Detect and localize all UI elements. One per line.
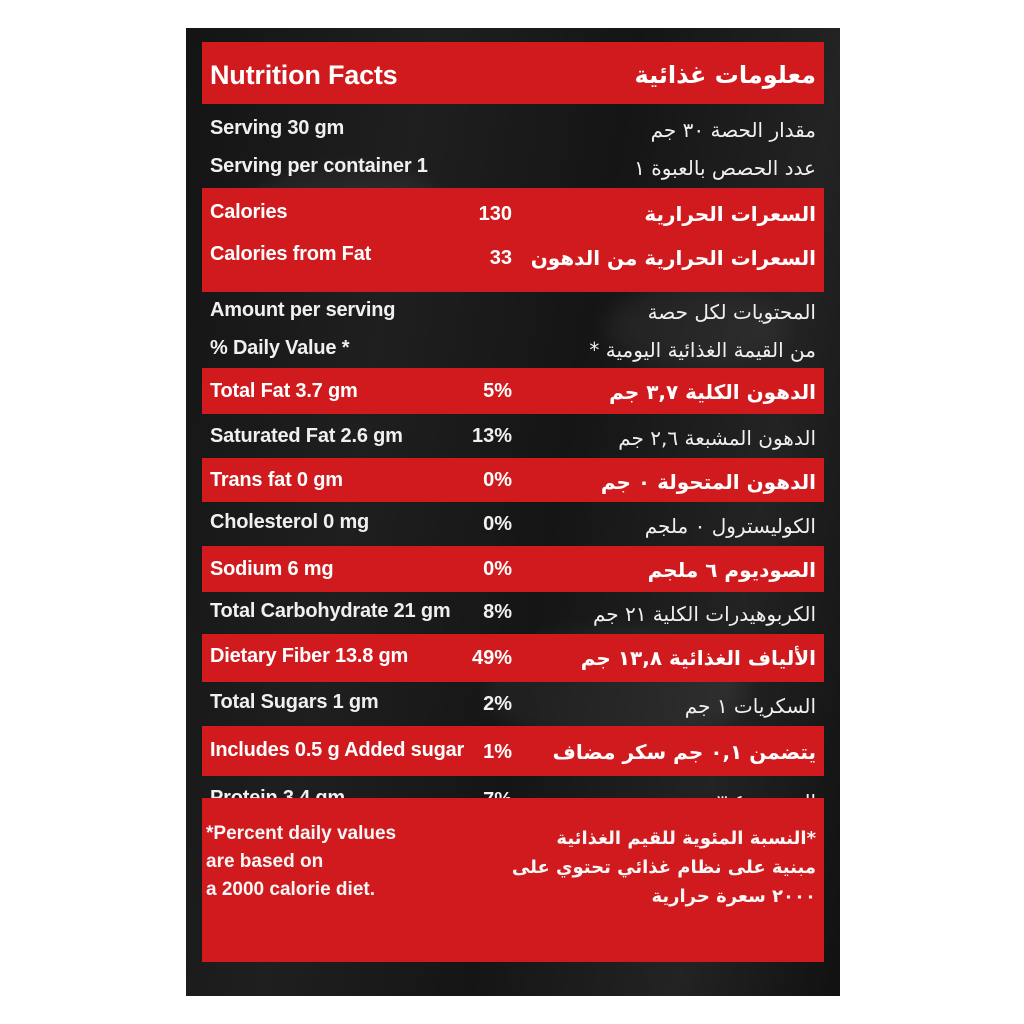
nutrient-row [202,634,824,682]
nutrient-name-ar: السكريات ١ جم [684,694,816,718]
nutrient-name-ar: الدهون الكلية ٣,٧ جم [609,380,816,404]
footnote-line: ٢٠٠٠ سعرة حرارية [651,886,816,907]
serving-size-ar: مقدار الحصة ٣٠ جم [650,118,816,142]
nutrient-name-ar: الكوليسترول ٠ ملجم [644,514,816,538]
nutrient-name-ar: الكربوهيدرات الكلية ٢١ جم [592,602,816,626]
calories-section [202,188,824,292]
amount-section [202,290,824,378]
nutrient-row [202,502,824,546]
daily-value-ar: من القيمة الغذائية اليومية * [589,338,816,362]
nutrient-name-en: Saturated Fat 2.6 gm [210,425,403,447]
nutrient-name-en: Total Sugars 1 gm [210,691,379,713]
nutrient-name-en: Sodium 6 mg [210,558,334,580]
nutrient-row [202,414,824,458]
nutrient-daily-value: 8% [483,601,512,623]
nutrient-row [202,726,824,776]
nutrient-name-en: Trans fat 0 gm [210,469,343,491]
nutrient-name-en: Includes 0.5 g Added sugar [210,739,465,761]
nutrient-daily-value: 0% [483,469,512,491]
nutrient-name-ar: الألياف الغذائية ١٣,٨ جم [580,646,816,670]
title-en: Nutrition Facts [210,60,398,90]
footnote-line: *النسبة المئوية للقيم الغذائية [556,828,816,849]
nutrition-label-package [186,28,840,996]
nutrient-daily-value: 0% [483,558,512,580]
nutrient-row [202,682,824,726]
serving-size-en: Serving 30 gm [210,117,345,139]
calories-from-fat-value: 33 [489,247,512,269]
nutrient-daily-value: 49% [471,647,512,669]
title-ar: معلومات غذائية [634,61,816,89]
nutrient-row [202,458,824,502]
nutrient-name-ar: يتضمن ٠,١ جم سكر مضاف [552,740,816,764]
amount-per-serving-en: Amount per serving [210,299,396,321]
nutrient-name-ar: الدهون المشبعة ٢,٦ جم [618,426,816,450]
calories-from-fat-ar: السعرات الحرارية من الدهون [530,246,816,270]
nutrient-name-ar: الصوديوم ٦ ملجم [647,558,816,582]
nutrient-name-en: Total Carbohydrate 21 gm [210,600,451,622]
nutrient-daily-value: 13% [471,425,512,447]
nutrient-row [202,592,824,634]
daily-value-en: % Daily Value * [210,337,350,359]
header-bar [202,42,824,104]
servings-per-container-ar: عدد الحصص بالعبوة ١ [634,156,816,180]
nutrient-name-en: Cholesterol 0 mg [210,511,370,533]
amount-per-serving-ar: المحتويات لكل حصة [647,300,816,324]
nutrient-row [202,368,824,414]
nutrient-daily-value: 1% [483,741,512,763]
serving-section [202,108,824,196]
nutrient-name-en: Total Fat 3.7 gm [210,380,358,402]
nutrient-row [202,546,824,592]
nutrient-daily-value: 2% [483,693,512,715]
footnote-line: are based on [206,851,324,872]
footnote-ar [486,824,816,911]
footnote-line: مبنية على نظام غذائي تحتوي على [511,857,816,878]
calories-ar: السعرات الحرارية [644,202,816,226]
footnote-line: *Percent daily values [206,823,397,844]
footnote-line: a 2000 calorie diet. [206,879,375,900]
calories-from-fat-en: Calories from Fat [210,243,372,265]
nutrient-daily-value: 5% [483,380,512,402]
calories-en: Calories [210,201,288,223]
nutrient-name-ar: الدهون المتحولة ٠ جم [600,470,816,494]
servings-per-container-en: Serving per container 1 [210,155,428,177]
nutrient-daily-value: 0% [483,513,512,535]
footnote-en [206,820,466,904]
calories-value: 130 [478,203,512,225]
nutrient-name-en: Dietary Fiber 13.8 gm [210,645,409,667]
